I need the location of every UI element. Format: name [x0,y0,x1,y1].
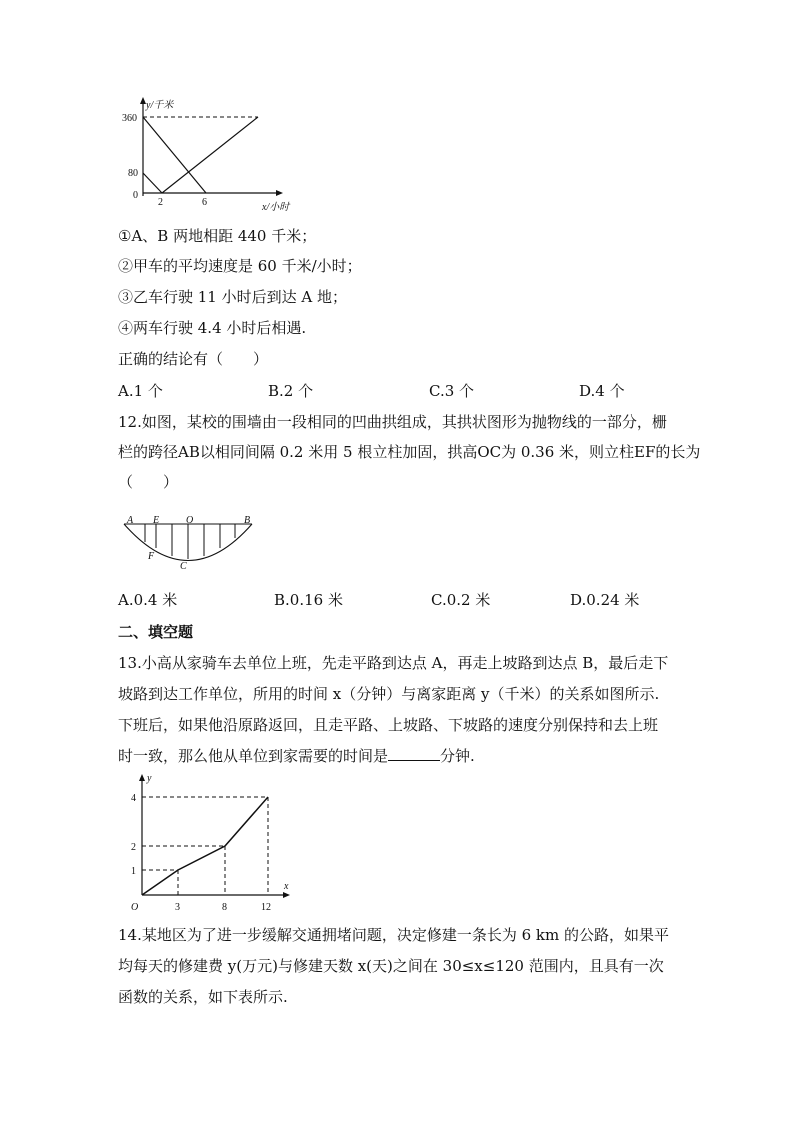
graph2-tick-4: 4 [131,793,136,804]
graph2-tick-2: 2 [131,842,136,853]
q12-option-c: C.0.2 米 [431,591,491,609]
q13-line-3: 下班后，如果他沿原路返回，且走平路、上坡路、下坡路的速度分别保持和去上班 [118,716,659,734]
q11-statement-4: ④两车行驶 4.4 小时后相遇. [118,319,307,337]
q11-statement-2: ②甲车的平均速度是 60 千米/小时； [118,257,362,275]
graph1-tick-0: 0 [133,190,138,201]
q11-option-c: C.3 个 [429,382,475,400]
q12-line-2: 栏的跨径AB以相同间隔 0.2 米用 5 根立柱加固，拱高OC为 0.36 米，则立柱EF的长为 [118,443,701,461]
q13-line-4-text: 时一致，那么他从单位到家需要的时间是 [118,747,389,765]
q11-option-a: A.1 个 [118,382,163,400]
q13-unit: 分钟. [440,747,475,765]
q12-option-a: A.0.4 米 [118,591,178,609]
graph2-tick-12: 12 [261,902,271,913]
graph1-x-label: x/小时 [262,202,290,213]
q14-line-1: 14.某地区为了进一步缓解交通拥堵问题，决定修建一条长为 6 km 的公路，如果平 [118,926,670,944]
label-o: O [186,515,194,526]
graph1-tick-6: 6 [202,197,207,208]
label-c: C [180,561,187,572]
label-f: F [148,551,155,562]
q12-option-d: D.0.24 米 [570,591,640,609]
q12-option-b: B.0.16 米 [274,591,343,609]
graph1-tick-2: 2 [158,197,163,208]
q12-line-3: （ ） [118,473,179,491]
graph2-origin: O [131,902,139,913]
q11-option-d: D.4 个 [579,382,625,400]
q14-line-2: 均每天的修建费 y(万元)与修建天数 x(天)之间在 30≤x≤120 范围内，且具有一次 [118,957,664,975]
q11-option-b: B.2 个 [268,382,314,400]
graph1-y-label: y/千米 [146,100,174,111]
q14-line-3: 函数的关系，如下表所示. [118,988,288,1006]
graph2-tick-3: 3 [175,902,180,913]
graph2-y-arrow [139,774,145,781]
q11-statement-3: ③乙车行驶 11 小时后到达 A 地； [118,288,347,306]
graph2-tick-1: 1 [131,866,136,877]
graph2-y-label: y [147,773,152,784]
label-b: B [244,515,251,526]
graph2-tick-8: 8 [222,902,227,913]
label-e: E [153,515,160,526]
graph1-tick-360: 360 [122,113,137,124]
graph2-x-label: x [284,881,289,892]
graph2-x-arrow [283,892,290,898]
q13-line-2: 坡路到达工作单位，所用的时间 x（分钟）与离家距离 y（千米）的关系如图所示. [118,685,660,703]
q11-statement-1: ①A、B 两地相距 440 千米； [118,227,317,245]
label-a: A [127,515,134,526]
q11-prompt: 正确的结论有（ ） [118,350,269,368]
graph1-tick-80: 80 [128,168,138,179]
q12-line-1: 12.如图，某校的围墙由一段相同的凹曲拱组成，其拱状图形为抛物线的一部分，栅 [118,413,667,431]
section-title: 二、填空题 [118,623,194,641]
q13-line-1: 13.小高从家骑车去单位上班，先走平路到达点 A，再走上坡路到达点 B，最后走下 [118,654,669,672]
